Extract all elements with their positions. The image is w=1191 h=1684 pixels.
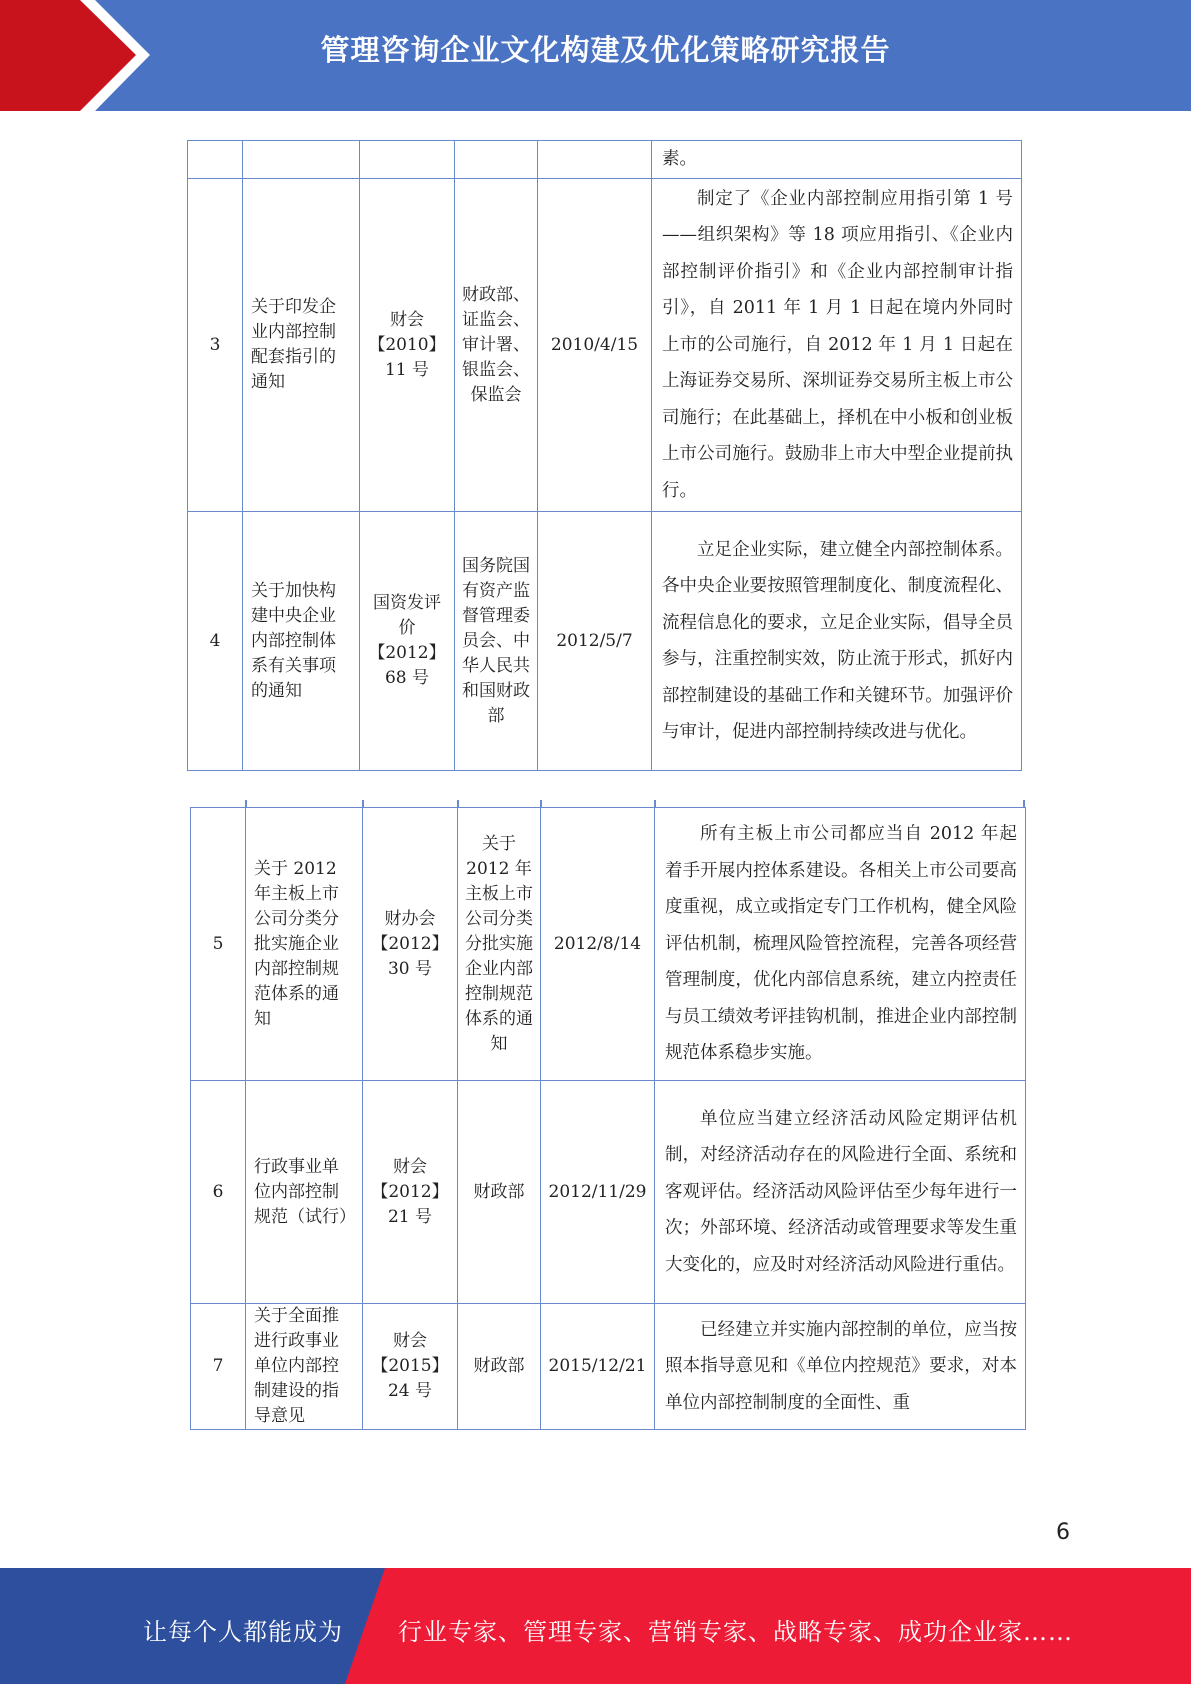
table-row (191, 1081, 1026, 1304)
table-row (188, 141, 1022, 179)
footer-slogan-left: 让每个人都能成为 (143, 1618, 343, 1646)
regulation-table-2 (190, 807, 1026, 1430)
regulation-table-1 (187, 140, 1022, 771)
row-number (188, 141, 243, 179)
document-code: 财会【2010】11 号 (360, 179, 455, 512)
report-title: 管理咨询企业文化构建及优化策略研究报告 (320, 33, 891, 67)
page-number: 6 (1056, 1520, 1070, 1545)
issuing-department: 财政部 (458, 1081, 541, 1304)
footer-banner (0, 1568, 1191, 1684)
row-number: 5 (191, 808, 246, 1081)
issue-date: 2012/8/14 (541, 808, 655, 1081)
document-name: 关于 2012 年主板上市公司分类分批实施企业内部控制规范体系的通知 (246, 808, 363, 1081)
document-name: 行政事业单位内部控制规范（试行） (246, 1081, 363, 1304)
footer-slogan-right: 行业专家、管理专家、营销专家、战略专家、成功企业家…… (398, 1618, 1073, 1646)
issue-date (538, 141, 652, 179)
document-content: 已经建立并实施内部控制的单位，应当按照本指导意见和《单位内控规范》要求，对本单位内部控制制度的全面性、重 (655, 1304, 1026, 1430)
table-row (188, 512, 1022, 771)
row-number: 7 (191, 1304, 246, 1430)
issuing-department: 财政部、证监会、审计署、银监会、保监会 (455, 179, 538, 512)
issuing-department: 财政部 (458, 1304, 541, 1430)
issuing-department: 关于 2012 年主板上市公司分类分批实施企业内部控制规范体系的通知 (458, 808, 541, 1081)
table-row (191, 808, 1026, 1081)
document-name: 关于加快构建中央企业内部控制体系有关事项的通知 (243, 512, 360, 771)
document-content: 所有主板上市公司都应当自 2012 年起着手开展内控体系建设。各相关上市公司要高度重视，成立或指定专门工作机构，健全风险评估机制，梳理风险管控流程，完善各项经营管理制度，优化内部信息系统，建立内控责任与员工绩效考评挂钩机制，推进企业内部控制规范体系稳步实施。 (655, 808, 1026, 1081)
document-content: 素。 (652, 141, 1022, 179)
table-row (191, 1304, 1026, 1430)
document-code (360, 141, 455, 179)
table-row (188, 179, 1022, 512)
document-content: 立足企业实际，建立健全内部控制体系。各中央企业要按照管理制度化、制度流程化、流程信息化的要求，立足企业实际，倡导全员参与，注重控制实效，防止流于形式，抓好内部控制建设的基础工作和关键环节。加强评价与审计，促进内部控制持续改进与优化。 (652, 512, 1022, 771)
row-number: 4 (188, 512, 243, 771)
issue-date: 2012/5/7 (538, 512, 652, 771)
issuing-department (455, 141, 538, 179)
issue-date: 2012/11/29 (541, 1081, 655, 1304)
document-name: 关于印发企业内部控制配套指引的通知 (243, 179, 360, 512)
document-name: 关于全面推进行政事业单位内部控制建设的指导意见 (246, 1304, 363, 1430)
row-number: 3 (188, 179, 243, 512)
document-code: 财会【2015】24 号 (363, 1304, 458, 1430)
document-code: 财会【2012】21 号 (363, 1081, 458, 1304)
header-chevron-red (0, 0, 136, 111)
document-content: 制定了《企业内部控制应用指引第 1 号——组织架构》等 18 项应用指引、《企业内部控制评价指引》和《企业内部控制审计指引》，自 2011 年 1 月 1 日起在境内外同时上市的公司施行，自 2012 年 1 月 1 日起在上海证券交易所、深圳证券交易所主板上市公司施行；在此基础上，择机在中小板和创业板上市公司施行。鼓励非上市大中型企业提前执行。 (652, 179, 1022, 512)
document-name (243, 141, 360, 179)
document-content: 单位应当建立经济活动风险定期评估机制，对经济活动存在的风险进行全面、系统和客观评估。经济活动风险评估至少每年进行一次；外部环境、经济活动或管理要求等发生重大变化的，应及时对经济活动风险进行重估。 (655, 1081, 1026, 1304)
document-code: 国资发评价【2012】68 号 (360, 512, 455, 771)
issuing-department: 国务院国有资产监督管理委员会、中华人民共和国财政部 (455, 512, 538, 771)
document-code: 财办会【2012】30 号 (363, 808, 458, 1081)
row-number: 6 (191, 1081, 246, 1304)
issue-date: 2015/12/21 (541, 1304, 655, 1430)
issue-date: 2010/4/15 (538, 179, 652, 512)
header-banner (0, 0, 1191, 111)
